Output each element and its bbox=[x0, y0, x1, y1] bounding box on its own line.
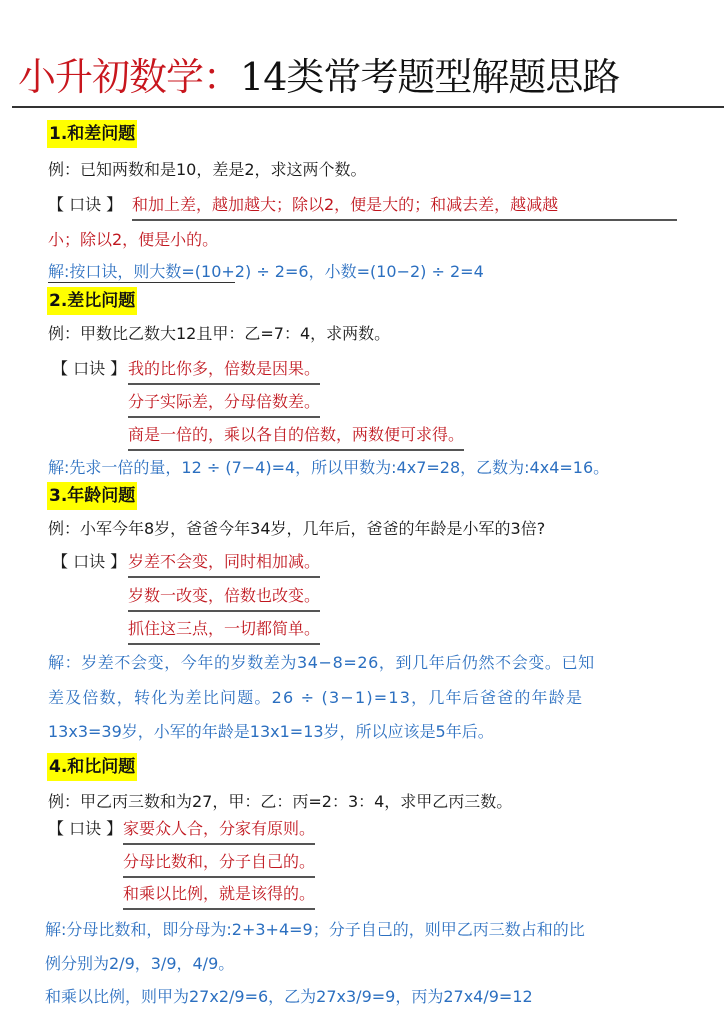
section-4-mnemonic-label: 【 口诀 】 bbox=[48, 819, 123, 838]
section-3-solution-line-1: 解：岁差不会变，今年的岁数差为34−8=26，到几年后仍然不会变。已知 bbox=[48, 653, 595, 672]
section-4-solution-line-2: 例分别为2/9，3/9，4/9。 bbox=[45, 954, 235, 973]
section-3-mnemonic-line-1: 岁差不会变，同时相加减。 bbox=[128, 550, 320, 578]
section-3-solution-line-2: 差及倍数，转化为差比问题。26 ÷ (3−1)=13，几年后爸爸的年龄是 bbox=[48, 688, 584, 707]
title-black-part: 14类常考题型解题思路 bbox=[240, 55, 620, 99]
section-4-solution-line-3: 和乘以比例，则甲为27x2/9=6，乙为27x3/9=9，丙为27x4/9=12 bbox=[45, 987, 533, 1006]
section-2-example: 例：甲数比乙数大12且甲：乙=7：4，求两数。 bbox=[48, 324, 391, 343]
section-4-mnemonic-line-2: 分母比数和，分子自己的。 bbox=[123, 850, 315, 878]
section-4-mnemonic-line-1: 家要众人合，分家有原则。 bbox=[123, 817, 315, 845]
section-1-solution: 解:按口诀，则大数=(10+2) ÷ 2=6，小数=(10−2) ÷ 2=4 bbox=[48, 262, 484, 281]
section-2-heading: 2.差比问题 bbox=[47, 287, 137, 315]
section-4-solution-line-1: 解:分母比数和，即分母为:2+3+4=9；分子自己的，则甲乙丙三数占和的比 bbox=[45, 920, 585, 939]
section-2-solution: 解:先求一倍的量，12 ÷ (7−4)=4，所以甲数为:4x7=28，乙数为:4x4=16。 bbox=[48, 458, 610, 477]
section-1-solution-underline bbox=[48, 282, 235, 283]
section-4-example: 例：甲乙丙三数和为27，甲：乙：丙=2：3：4，求甲乙丙三数。 bbox=[48, 792, 513, 811]
section-4-mnemonic-line-3: 和乘以比例，就是该得的。 bbox=[123, 882, 315, 910]
page-title bbox=[18, 52, 619, 102]
title-divider bbox=[12, 106, 724, 108]
section-3-mnemonic-label: 【 口诀 】 bbox=[52, 552, 127, 571]
title-red-part: 小升初数学： bbox=[18, 55, 241, 99]
section-2-mnemonic-line-3: 商是一倍的，乘以各自的倍数，两数便可求得。 bbox=[128, 423, 464, 451]
section-3-solution-line-3: 13x3=39岁，小军的年龄是13x1=13岁，所以应该是5年后。 bbox=[48, 722, 494, 741]
section-1-mnemonic-label: 【 口诀 】 bbox=[48, 195, 123, 214]
section-1-heading: 1.和差问题 bbox=[47, 120, 137, 148]
section-3-heading: 3.年龄问题 bbox=[47, 482, 137, 510]
section-3-mnemonic-line-2: 岁数一改变，倍数也改变。 bbox=[128, 584, 320, 612]
section-2-mnemonic-line-2: 分子实际差，分母倍数差。 bbox=[128, 390, 320, 418]
section-1-example: 例：已知两数和是10，差是2，求这两个数。 bbox=[48, 160, 367, 179]
section-2-mnemonic-line-1: 我的比你多，倍数是因果。 bbox=[128, 357, 320, 385]
section-2-mnemonic-label: 【 口诀 】 bbox=[52, 359, 127, 378]
section-1-mnemonic-line-2: 小；除以2，便是小的。 bbox=[48, 230, 219, 249]
section-3-example: 例：小军今年8岁，爸爸今年34岁，几年后，爸爸的年龄是小军的3倍? bbox=[48, 519, 546, 538]
section-3-mnemonic-line-3: 抓住这三点，一切都简单。 bbox=[128, 617, 320, 645]
section-1-mnemonic-line-1: 和加上差，越加越大；除以2，便是大的；和减去差，越减越 bbox=[132, 193, 677, 221]
section-4-heading: 4.和比问题 bbox=[47, 753, 137, 781]
